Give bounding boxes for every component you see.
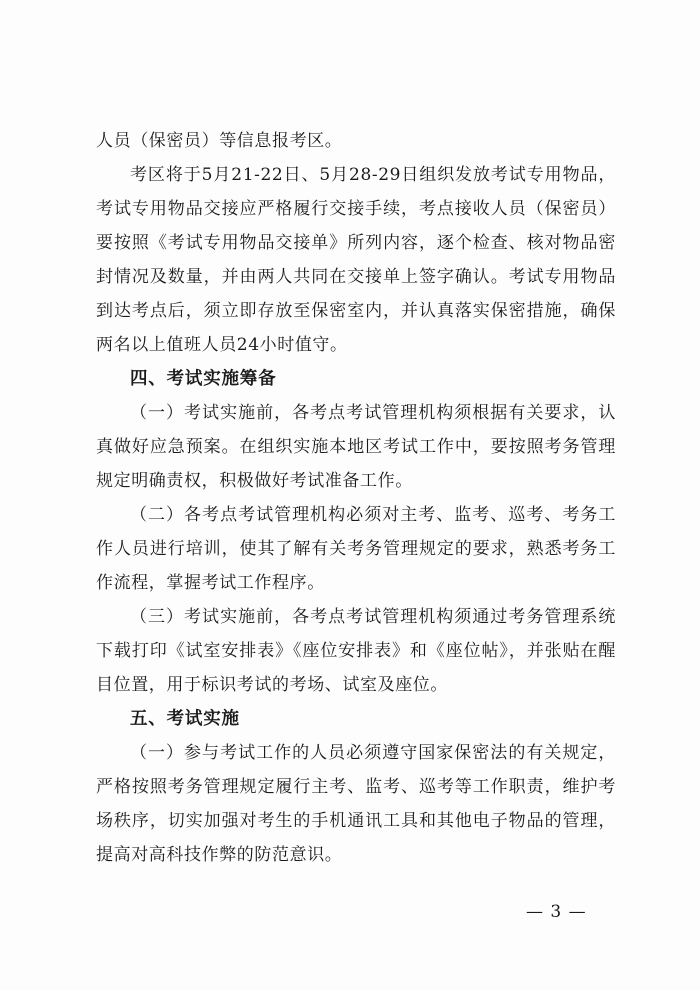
document-body — [96, 124, 616, 872]
paragraph-4-2: （二）各考点考试管理机构必须对主考、监考、巡考、考务工作人员进行培训，使其了解有关考务管理规定的要求，熟悉考务工作流程，掌握考试工作程序。 — [96, 505, 616, 593]
section-heading-5: 五、考试实施 — [130, 709, 240, 729]
paragraph-exam-materials-distribution: 考区将于5月21-22日、5月28-29日组织发放考试专用物品，考试专用物品交接应严格履行交接手续，考点接收人员（保密员）要按照《考试专用物品交接单》所列内容，逐个检查、核对物品密封情况及数量，并由两人共同在交接单上签字确认。考试专用物品到达考点后，须立即存放至保密室内，并认真落实保密措施，确保两名以上值班人员24小时值守。 — [96, 165, 616, 355]
paragraph-4-3: （三）考试实施前，各考点考试管理机构须通过考务管理系统下载打印《试室安排表》《座位安排表》和《座位帖》，并张贴在醒目位置，用于标识考试的考场、试室及座位。 — [96, 607, 616, 695]
page-number: — 3 — — [526, 902, 587, 922]
paragraph-continuation: 人员（保密员）等信息报考区。 — [96, 131, 343, 151]
paragraph-4-1: （一）考试实施前，各考点考试管理机构须根据有关要求，认真做好应急预案。在组织实施本地区考试工作中，要按照考务管理规定明确责权，积极做好考试准备工作。 — [96, 403, 616, 491]
section-heading-4: 四、考试实施筹备 — [130, 369, 277, 389]
paragraph-5-1: （一）参与考试工作的人员必须遵守国家保密法的有关规定，严格按照考务管理规定履行主考、监考、巡考等工作职责，维护考场秩序，切实加强对考生的手机通讯工具和其他电子物品的管理，提高对高科技作弊的防范意识。 — [96, 743, 616, 865]
